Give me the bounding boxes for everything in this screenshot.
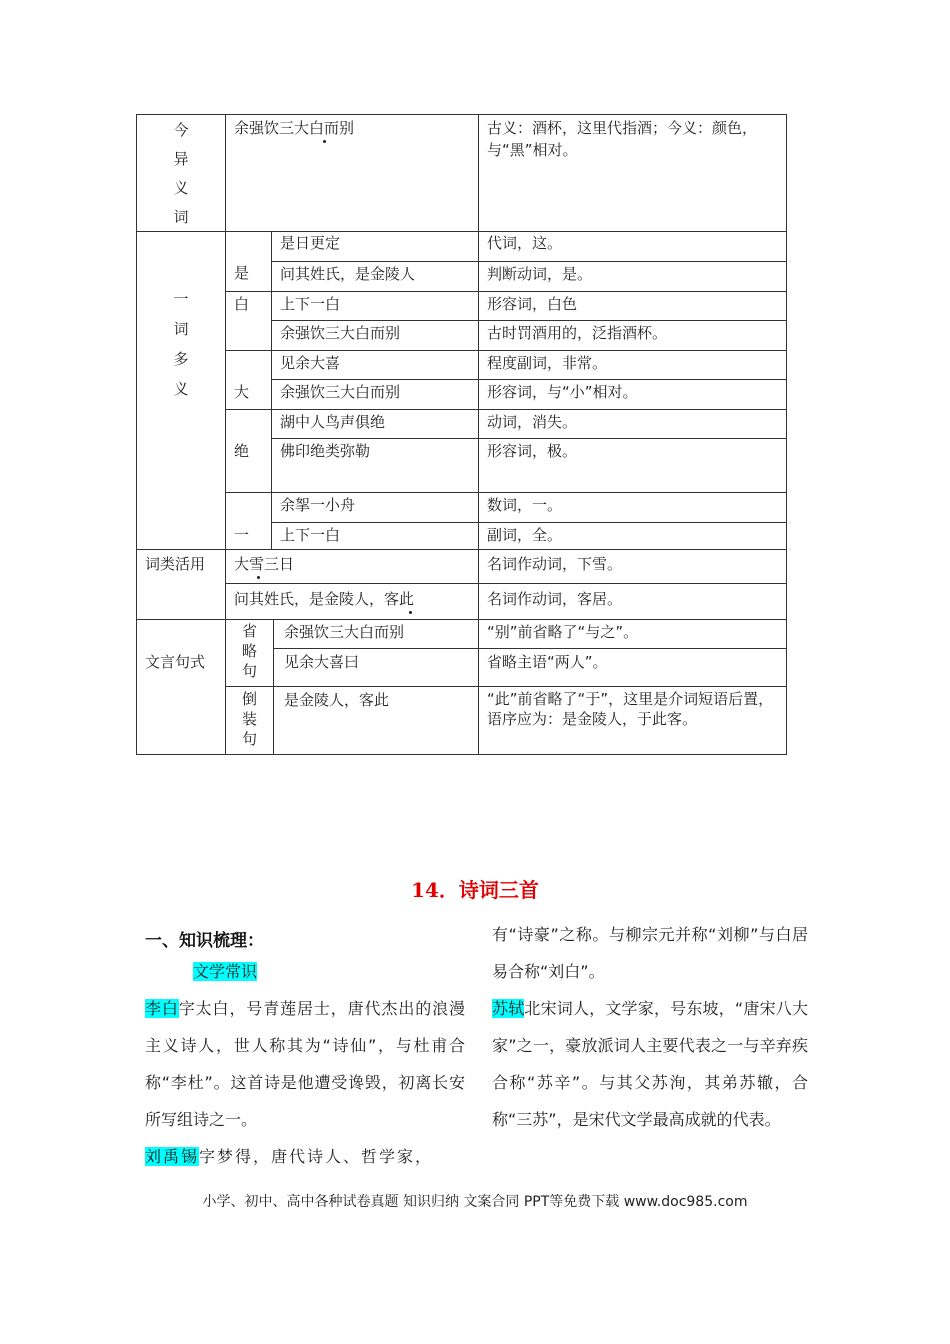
category-yici	[137, 284, 225, 404]
category-char: 异	[173, 150, 189, 168]
libai-text: 字太白，号青莲居士，唐代杰出的浪漫主义诗人，世人称其为“诗仙”，与杜甫合称“李杜”。这首诗是他遭受谗毁，初离长安所写组诗之一。	[145, 999, 465, 1129]
annotation-cell: “此”前省略了“于”，这里是介词短语后置，语序应为：是金陵人，于此客。	[487, 690, 774, 728]
category-char: 一	[173, 290, 189, 308]
emphasis-dot	[257, 576, 260, 579]
annotation-cell: 判断动词，是。	[487, 265, 593, 283]
annotation-cell: 名词作动词，客居。	[487, 590, 623, 608]
annotation-cell: 形容词，白色	[487, 295, 578, 313]
example-cell: 大雪三日	[234, 555, 295, 573]
liu-text: 字梦得，唐代诗人、哲学家，	[199, 1147, 434, 1166]
annotation-cell: 程度副词，非常。	[487, 354, 608, 372]
emphasis-dot	[409, 611, 412, 614]
annotation-cell: 省略主语“两人”。	[487, 653, 608, 671]
subcategory-char: 倒	[241, 690, 257, 708]
sushi-paragraph	[492, 990, 808, 1138]
category-jinyi	[137, 116, 225, 232]
footer-text: 小学、初中、高中各种试卷真题 知识归纳 文案合同 PPT等免费下载 www.doc985.com	[202, 1194, 748, 1210]
subcategory-char: 省	[241, 622, 257, 640]
liu-paragraph	[145, 1138, 465, 1175]
annotation-cell: 动词，消失。	[487, 413, 578, 431]
example-cell: 上下一白	[280, 295, 341, 313]
example-cell: 见余大喜	[280, 354, 341, 372]
annotation-cell: 数词，一。	[487, 496, 563, 514]
right-column	[492, 916, 808, 1138]
section-title: 14．诗词三首	[411, 878, 539, 902]
subcategory-char: 句	[241, 730, 257, 748]
annotation-cell: 形容词，与“小”相对。	[487, 383, 638, 401]
example-cell: 余强饮三大白而别	[234, 119, 355, 137]
annotation-cell: 形容词，极。	[487, 442, 578, 460]
example-cell: 上下一白	[280, 526, 341, 544]
name-sushi: 苏轼	[492, 999, 525, 1018]
word-bai: 白	[234, 295, 250, 313]
libai-paragraph	[145, 990, 465, 1138]
example-cell: 问其姓氏，是金陵人，客此	[234, 590, 415, 608]
word-yi: 一	[234, 526, 250, 544]
category-cilei: 词类活用	[145, 555, 206, 573]
tag-literary: 文学常识	[193, 962, 258, 981]
category-char: 多	[173, 350, 189, 368]
subcategory-char: 略	[241, 642, 257, 660]
name-liuyuxi: 刘禹锡	[145, 1147, 200, 1166]
emphasis-dot	[323, 140, 326, 143]
annotation-cell: 古义：酒杯，这里代指酒；今义：颜色，与“黑”相对。	[487, 119, 758, 159]
category-char: 义	[173, 179, 189, 197]
annotation-cell: 副词，全。	[487, 526, 563, 544]
subcategory-daozhuang	[226, 689, 273, 749]
liu-continuation: 有“诗豪”之称。与柳宗元并称“刘柳”与白居易合称“刘白”。	[492, 925, 808, 981]
word-da: 大	[234, 383, 250, 401]
left-column	[145, 953, 465, 1175]
example-cell: 佛印绝类弥勒	[280, 442, 371, 460]
example-cell: 余挐一小舟	[280, 496, 356, 514]
example-cell: 见余大喜曰	[284, 653, 360, 671]
example-cell: 是日更定	[280, 234, 341, 252]
knowledge-heading: 一、知识梳理：	[145, 931, 264, 951]
annotation-cell: “别”前省略了“与之”。	[487, 623, 639, 641]
word-jue: 绝	[234, 442, 250, 460]
subcategory-char: 装	[241, 710, 257, 728]
example-cell: 问其姓氏，是金陵人	[280, 265, 416, 283]
example-cell: 湖中人鸟声俱绝	[280, 413, 386, 431]
category-char: 义	[173, 380, 189, 398]
subcategory-shenglue	[226, 621, 273, 681]
example-cell: 余强饮三大白而别	[280, 324, 401, 342]
category-char: 词	[173, 320, 189, 338]
sushi-text: 北宋词人，文学家，号东坡，“唐宋八大家”之一，豪放派词人主要代表之一与辛弃疾合称“苏辛”。与其父苏洵，其弟苏辙，合称“三苏”，是宋代文学最高成就的代表。	[492, 999, 808, 1129]
category-char: 今	[173, 121, 189, 139]
example-cell: 余强饮三大白而别	[280, 383, 401, 401]
annotation-cell: 古时罚酒用的，泛指酒杯。	[487, 324, 668, 342]
category-juzi: 文言句式	[145, 653, 206, 671]
example-cell: 是金陵人，客此	[284, 691, 390, 709]
name-libai: 李白	[145, 999, 179, 1018]
subcategory-char: 句	[241, 662, 257, 680]
example-cell: 余强饮三大白而别	[284, 623, 405, 641]
annotation-cell: 代词，这。	[487, 234, 563, 252]
word-shi: 是	[234, 264, 250, 282]
annotation-cell: 名词作动词，下雪。	[487, 555, 623, 573]
category-char: 词	[173, 208, 189, 226]
